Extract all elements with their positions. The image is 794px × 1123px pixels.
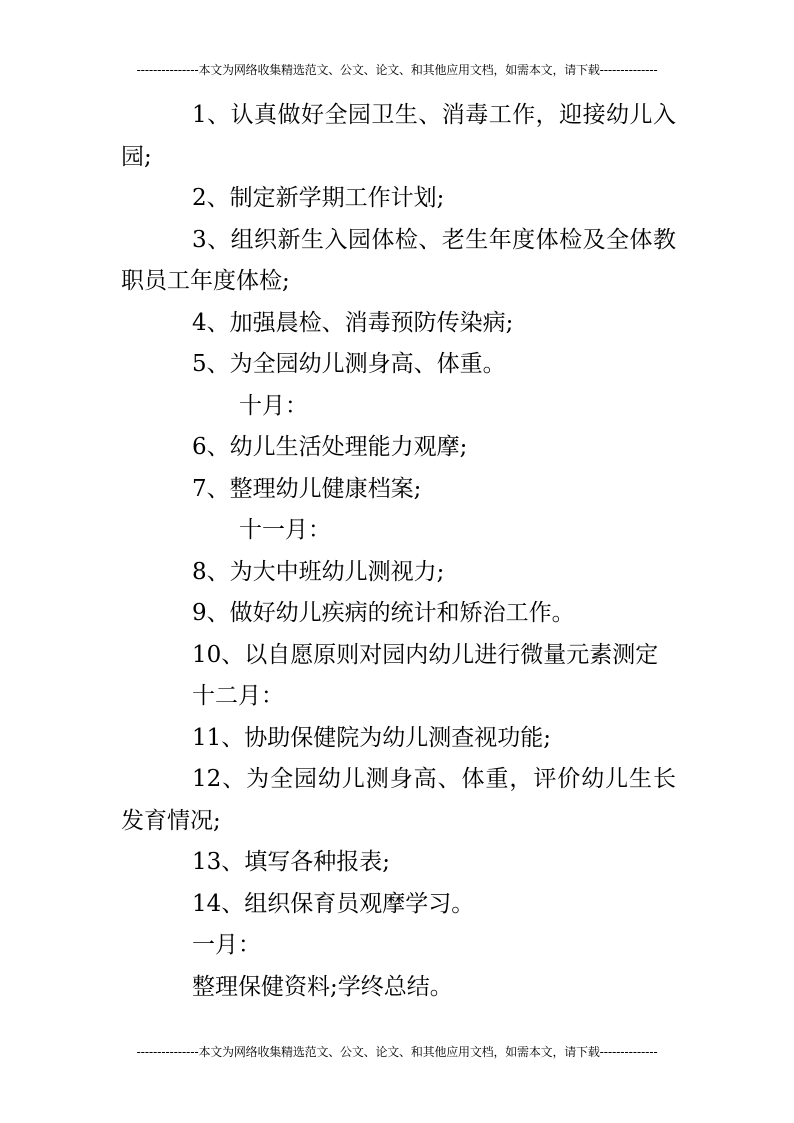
document-body <box>121 95 676 1008</box>
paragraph: 7、整理幼儿健康档案; <box>192 475 422 502</box>
paragraph: 2、制定新学期工作计划; <box>192 185 445 211</box>
paragraph: 1、认真做好全园卫生、消毒工作，迎接幼儿入园; <box>121 102 676 170</box>
paragraph: 12、为全园幼儿测身高、体重，评价幼儿生长发育情况; <box>121 766 676 834</box>
paragraph: 10、以自愿原则对园内幼儿进行微量元素测定 <box>192 641 659 668</box>
paragraph: 8、为大中班幼儿测视力; <box>192 558 445 585</box>
paragraph: 14、组织保育员观摩学习。 <box>192 890 475 917</box>
paragraph: 3、组织新生入园体检、老生年度体检及全体教职员工年度体检; <box>121 226 676 294</box>
page-footer: ---------------本文为网络收集精选范文、公文、论文、和其他应用文档，如需本文，请下载-------------- <box>136 1045 658 1059</box>
section-heading: 十二月： <box>192 683 284 709</box>
paragraph: 4、加强晨检、消毒预防传染病; <box>192 309 514 336</box>
section-heading: 一月： <box>192 932 261 958</box>
paragraph: 5、为全园幼儿测身高、体重。 <box>192 351 506 377</box>
paragraph: 13、填写各种报表; <box>192 849 391 875</box>
paragraph: 9、做好幼儿疾病的统计和矫治工作。 <box>192 600 575 626</box>
section-heading: 十月： <box>239 392 308 419</box>
paragraph: 6、幼儿生活处理能力观摩; <box>192 434 468 460</box>
page-header: ---------------本文为网络收集精选范文、公文、论文、和其他应用文档，如需本文，请下载-------------- <box>136 63 658 77</box>
section-heading: 十一月： <box>239 517 331 543</box>
paragraph: 11、协助保健院为幼儿测查视功能; <box>192 724 552 751</box>
paragraph: 整理保健资料;学终总结。 <box>192 973 453 1000</box>
